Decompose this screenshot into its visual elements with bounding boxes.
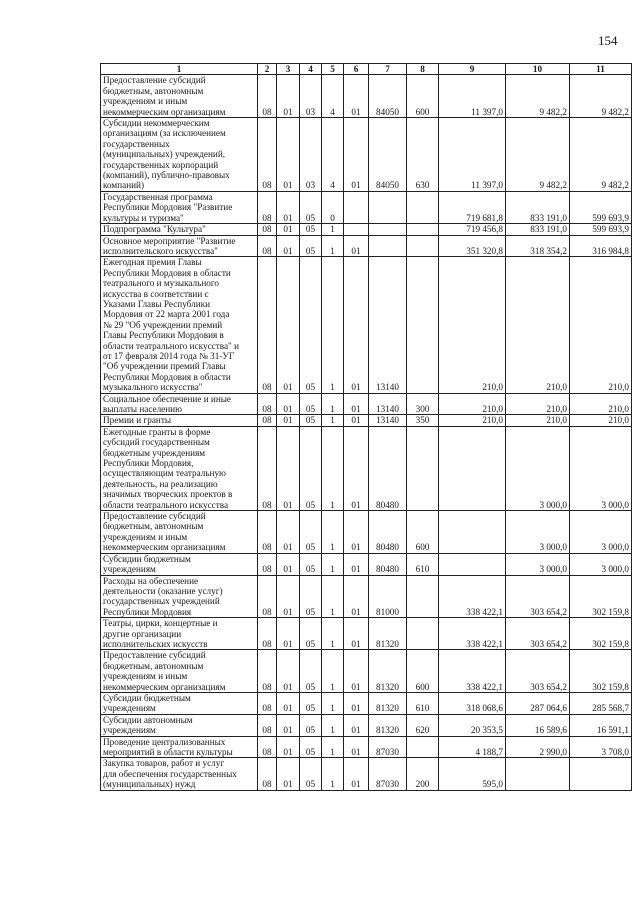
amount-cell: 210,0 — [506, 393, 570, 415]
code-cell: 13140 — [369, 415, 407, 426]
table-row — [101, 736, 632, 758]
code-cell — [369, 224, 407, 235]
code-cell: 08 — [258, 758, 277, 790]
code-cell: 01 — [344, 118, 369, 192]
code-cell: 300 — [407, 393, 439, 415]
code-cell: 01 — [344, 618, 369, 650]
code-cell: 1 — [322, 650, 344, 693]
amount-cell: 9 482,2 — [506, 118, 570, 192]
code-cell: 350 — [407, 415, 439, 426]
code-cell — [407, 224, 439, 235]
amount-cell: 9 482,2 — [506, 75, 570, 118]
code-cell: 01 — [277, 393, 300, 415]
table-row — [101, 714, 632, 736]
code-cell: 05 — [300, 553, 322, 575]
amount-cell: 302 159,8 — [570, 575, 632, 618]
code-cell — [407, 736, 439, 758]
code-cell: 81320 — [369, 650, 407, 693]
code-cell: 08 — [258, 191, 277, 223]
row-name-cell: Театры, цирки, концертные и другие организации исполнительских искусств — [101, 618, 258, 650]
code-cell: 1 — [322, 415, 344, 426]
amount-cell: 338 422,1 — [439, 618, 506, 650]
code-cell: 1 — [322, 224, 344, 235]
amount-cell — [506, 758, 570, 790]
row-name-cell: Проведение централизованных мероприятий в области культуры — [101, 736, 258, 758]
amount-cell: 3 000,0 — [506, 553, 570, 575]
code-cell — [407, 257, 439, 393]
code-cell: 01 — [277, 553, 300, 575]
code-cell: 1 — [322, 553, 344, 575]
code-cell: 08 — [258, 650, 277, 693]
header-row — [101, 64, 632, 75]
row-name-cell: Субсидии бюджетным учреждениям — [101, 553, 258, 575]
amount-cell: 210,0 — [439, 415, 506, 426]
code-cell: 01 — [277, 511, 300, 554]
amount-cell: 3 000,0 — [570, 553, 632, 575]
code-cell: 08 — [258, 618, 277, 650]
code-cell: 05 — [300, 692, 322, 714]
code-cell: 01 — [344, 235, 369, 257]
code-cell: 08 — [258, 415, 277, 426]
code-cell: 1 — [322, 758, 344, 790]
amount-cell: 3 000,0 — [506, 426, 570, 510]
code-cell: 08 — [258, 553, 277, 575]
code-cell: 05 — [300, 618, 322, 650]
code-cell: 81320 — [369, 692, 407, 714]
column-header: 1 — [101, 64, 258, 75]
code-cell: 08 — [258, 118, 277, 192]
code-cell: 01 — [344, 650, 369, 693]
code-cell: 81320 — [369, 618, 407, 650]
code-cell: 1 — [322, 235, 344, 257]
row-name-cell: Ежегодные гранты в форме субсидий государственным бюджетным учреждениям Республики Мордовия, осуществляющим театральную деятельность, на реализацию значимых творческих проектов в области театрального искусства — [101, 426, 258, 510]
table-header — [101, 64, 632, 75]
amount-cell: 20 353,5 — [439, 714, 506, 736]
code-cell: 08 — [258, 393, 277, 415]
code-cell: 01 — [277, 758, 300, 790]
table-row — [101, 118, 632, 192]
amount-cell: 351 320,8 — [439, 235, 506, 257]
row-name-cell: Предоставление субсидий бюджетным, автономным учреждениям и иным некоммерческим организациям — [101, 75, 258, 118]
code-cell: 84050 — [369, 75, 407, 118]
amount-cell: 833 191,0 — [506, 191, 570, 223]
row-name-cell: Субсидии некоммерческим организациям (за исключением государственных (муниципальных) учреждений, государственных корпораций (компаний), публично-правовых компаний) — [101, 118, 258, 192]
table-row — [101, 758, 632, 790]
code-cell: 610 — [407, 553, 439, 575]
code-cell: 84050 — [369, 118, 407, 192]
row-name-cell: Субсидии бюджетным учреждениям — [101, 692, 258, 714]
amount-cell: 318 068,6 — [439, 692, 506, 714]
code-cell: 01 — [344, 75, 369, 118]
code-cell: 87030 — [369, 736, 407, 758]
column-header: 7 — [369, 64, 407, 75]
code-cell: 1 — [322, 511, 344, 554]
code-cell: 03 — [300, 118, 322, 192]
code-cell: 05 — [300, 224, 322, 235]
amount-cell: 2 990,0 — [506, 736, 570, 758]
code-cell — [369, 235, 407, 257]
amount-cell: 3 000,0 — [570, 511, 632, 554]
page-number: 154 — [598, 33, 618, 48]
code-cell: 610 — [407, 692, 439, 714]
amount-cell — [439, 426, 506, 510]
amount-cell: 4 188,7 — [439, 736, 506, 758]
code-cell: 08 — [258, 714, 277, 736]
table-row — [101, 415, 632, 426]
code-cell: 08 — [258, 736, 277, 758]
code-cell: 01 — [344, 692, 369, 714]
code-cell: 01 — [277, 692, 300, 714]
amount-cell — [439, 553, 506, 575]
code-cell: 81320 — [369, 714, 407, 736]
code-cell: 01 — [344, 257, 369, 393]
code-cell: 05 — [300, 736, 322, 758]
table-row — [101, 511, 632, 554]
code-cell: 13140 — [369, 257, 407, 393]
amount-cell: 338 422,1 — [439, 650, 506, 693]
code-cell: 08 — [258, 224, 277, 235]
amount-cell: 210,0 — [439, 257, 506, 393]
code-cell: 05 — [300, 257, 322, 393]
code-cell: 05 — [300, 426, 322, 510]
table-row — [101, 235, 632, 257]
amount-cell: 16 589,6 — [506, 714, 570, 736]
row-name-cell: Социальное обеспечение и иные выплаты населению — [101, 393, 258, 415]
amount-cell: 303 654,2 — [506, 575, 570, 618]
code-cell: 01 — [344, 736, 369, 758]
row-name-cell: Премии и гранты — [101, 415, 258, 426]
row-name-cell: Субсидии автономным учреждениям — [101, 714, 258, 736]
code-cell: 01 — [277, 75, 300, 118]
amount-cell: 9 482,2 — [570, 118, 632, 192]
amount-cell: 303 654,2 — [506, 618, 570, 650]
amount-cell: 303 654,2 — [506, 650, 570, 693]
code-cell: 05 — [300, 714, 322, 736]
code-cell: 08 — [258, 235, 277, 257]
code-cell: 4 — [322, 75, 344, 118]
amount-cell: 210,0 — [570, 415, 632, 426]
code-cell — [407, 235, 439, 257]
code-cell: 600 — [407, 511, 439, 554]
code-cell: 08 — [258, 426, 277, 510]
code-cell: 200 — [407, 758, 439, 790]
code-cell — [344, 191, 369, 223]
column-header: 8 — [407, 64, 439, 75]
code-cell: 620 — [407, 714, 439, 736]
amount-cell: 287 064,6 — [506, 692, 570, 714]
table-row — [101, 553, 632, 575]
amount-cell: 285 568,7 — [570, 692, 632, 714]
code-cell: 01 — [344, 511, 369, 554]
code-cell — [407, 191, 439, 223]
amount-cell — [570, 758, 632, 790]
amount-cell: 16 591,1 — [570, 714, 632, 736]
column-header: 2 — [258, 64, 277, 75]
amount-cell: 338 422,1 — [439, 575, 506, 618]
amount-cell: 302 159,8 — [570, 618, 632, 650]
amount-cell — [439, 511, 506, 554]
code-cell: 1 — [322, 426, 344, 510]
table-row — [101, 426, 632, 510]
code-cell: 4 — [322, 118, 344, 192]
code-cell: 1 — [322, 393, 344, 415]
column-header: 10 — [506, 64, 570, 75]
code-cell: 05 — [300, 415, 322, 426]
code-cell: 08 — [258, 511, 277, 554]
amount-cell: 302 159,8 — [570, 650, 632, 693]
amount-cell: 11 397,0 — [439, 75, 506, 118]
code-cell: 1 — [322, 714, 344, 736]
column-header: 11 — [570, 64, 632, 75]
amount-cell: 3 000,0 — [570, 426, 632, 510]
column-header: 9 — [439, 64, 506, 75]
code-cell: 01 — [277, 257, 300, 393]
code-cell: 01 — [344, 575, 369, 618]
code-cell: 80480 — [369, 426, 407, 510]
amount-cell: 210,0 — [439, 393, 506, 415]
amount-cell: 595,0 — [439, 758, 506, 790]
table-row — [101, 393, 632, 415]
code-cell: 600 — [407, 75, 439, 118]
table-row — [101, 257, 632, 393]
amount-cell: 318 354,2 — [506, 235, 570, 257]
table-row — [101, 692, 632, 714]
code-cell: 01 — [344, 426, 369, 510]
code-cell: 05 — [300, 575, 322, 618]
code-cell: 05 — [300, 191, 322, 223]
amount-cell: 599 693,9 — [570, 224, 632, 235]
row-name-cell: Предоставление субсидий бюджетным, автономным учреждениям и иным некоммерческим организациям — [101, 650, 258, 693]
code-cell: 01 — [344, 393, 369, 415]
code-cell: 01 — [344, 415, 369, 426]
amount-cell: 11 397,0 — [439, 118, 506, 192]
amount-cell: 719 456,8 — [439, 224, 506, 235]
table-row — [101, 75, 632, 118]
amount-cell: 210,0 — [506, 415, 570, 426]
code-cell: 80480 — [369, 511, 407, 554]
column-header: 3 — [277, 64, 300, 75]
amount-cell: 719 681,8 — [439, 191, 506, 223]
amount-cell: 833 191,0 — [506, 224, 570, 235]
amount-cell: 316 984,8 — [570, 235, 632, 257]
code-cell: 01 — [277, 575, 300, 618]
amount-cell: 210,0 — [506, 257, 570, 393]
table-row — [101, 224, 632, 235]
row-name-cell: Расходы на обеспечение деятельности (оказание услуг) государственных учреждений Республики Мордовия — [101, 575, 258, 618]
code-cell: 01 — [277, 650, 300, 693]
table-row — [101, 650, 632, 693]
table-body — [101, 75, 632, 790]
amount-cell: 599 693,9 — [570, 191, 632, 223]
table-row — [101, 618, 632, 650]
code-cell: 600 — [407, 650, 439, 693]
table-row — [101, 575, 632, 618]
code-cell: 08 — [258, 575, 277, 618]
code-cell: 01 — [277, 736, 300, 758]
column-header: 6 — [344, 64, 369, 75]
code-cell: 01 — [277, 118, 300, 192]
row-name-cell: Предоставление субсидий бюджетным, автономным учреждениям и иным некоммерческим организациям — [101, 511, 258, 554]
code-cell: 1 — [322, 692, 344, 714]
code-cell: 01 — [277, 415, 300, 426]
code-cell: 05 — [300, 235, 322, 257]
code-cell — [407, 575, 439, 618]
code-cell: 0 — [322, 191, 344, 223]
row-name-cell: Подпрограмма "Культура" — [101, 224, 258, 235]
code-cell: 05 — [300, 393, 322, 415]
code-cell: 08 — [258, 75, 277, 118]
code-cell: 05 — [300, 650, 322, 693]
code-cell: 05 — [300, 511, 322, 554]
code-cell: 1 — [322, 618, 344, 650]
code-cell — [407, 426, 439, 510]
row-name-cell: Основное мероприятие "Развитие исполнительского искусства" — [101, 235, 258, 257]
code-cell: 80480 — [369, 553, 407, 575]
code-cell: 01 — [344, 714, 369, 736]
code-cell — [344, 224, 369, 235]
code-cell: 1 — [322, 257, 344, 393]
code-cell: 01 — [277, 191, 300, 223]
code-cell: 05 — [300, 758, 322, 790]
code-cell: 01 — [344, 553, 369, 575]
code-cell: 01 — [277, 224, 300, 235]
code-cell: 1 — [322, 575, 344, 618]
code-cell: 81000 — [369, 575, 407, 618]
code-cell: 13140 — [369, 393, 407, 415]
code-cell: 01 — [277, 426, 300, 510]
code-cell — [369, 191, 407, 223]
amount-cell: 210,0 — [570, 393, 632, 415]
row-name-cell: Закупка товаров, работ и услуг для обеспечения государственных (муниципальных) нужд — [101, 758, 258, 790]
code-cell: 03 — [300, 75, 322, 118]
code-cell: 01 — [277, 235, 300, 257]
row-name-cell: Ежегодная премия Главы Республики Мордовия в области театрального и музыкального искусства в соответствии с Указами Главы Республики Мордовия от 22 марта 2001 года № 29 "Об учреждении премий Главы Республики Мордовия в области театрального искусства" и от 17 февраля 2014 года № 31-УГ "Об учреждении премий Главы Республики Мордовия в области музыкального искусства" — [101, 257, 258, 393]
code-cell: 01 — [344, 758, 369, 790]
code-cell: 08 — [258, 257, 277, 393]
amount-cell: 3 000,0 — [506, 511, 570, 554]
amount-cell: 9 482,2 — [570, 75, 632, 118]
column-header: 4 — [300, 64, 322, 75]
row-name-cell: Государственная программа Республики Мордовия "Развитие культуры и туризма" — [101, 191, 258, 223]
amount-cell: 3 708,0 — [570, 736, 632, 758]
code-cell: 1 — [322, 736, 344, 758]
code-cell: 87030 — [369, 758, 407, 790]
code-cell — [407, 618, 439, 650]
code-cell: 630 — [407, 118, 439, 192]
code-cell: 01 — [277, 618, 300, 650]
code-cell: 08 — [258, 692, 277, 714]
table-row — [101, 191, 632, 223]
column-header: 5 — [322, 64, 344, 75]
budget-table — [100, 63, 632, 791]
amount-cell: 210,0 — [570, 257, 632, 393]
code-cell: 01 — [277, 714, 300, 736]
